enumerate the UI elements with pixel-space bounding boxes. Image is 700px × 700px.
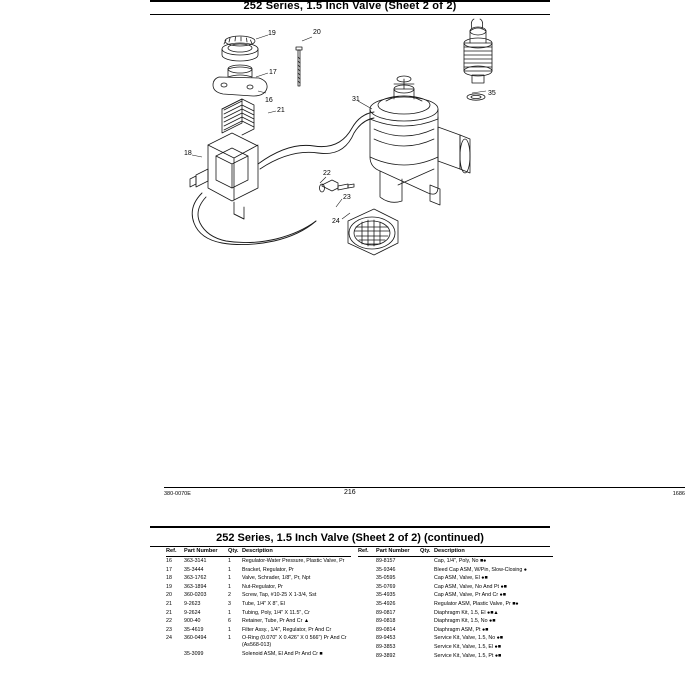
cell-part-number: 35-9346 xyxy=(376,566,396,573)
cell-ref: 24 xyxy=(166,635,172,642)
cell-description: Tube, 1/4" X 8", El xyxy=(242,601,286,608)
cell-description: Cap ASM, Valve, Pr And Cr ●■ xyxy=(434,592,506,599)
cell-qty xyxy=(420,600,434,609)
svg-text:31: 31 xyxy=(352,96,360,103)
svg-text:35: 35 xyxy=(488,90,496,97)
cell-description: Regulator-Water Pressure, Plastic Valve, Pr xyxy=(242,557,345,564)
cell-qty: 1 xyxy=(228,626,231,633)
cell-part-number: 89-0814 xyxy=(376,626,396,633)
table-row xyxy=(358,591,553,600)
column-header-part-number: Part Number xyxy=(376,548,420,556)
table-row xyxy=(358,643,553,652)
cell-ref xyxy=(358,574,376,583)
cell-part-number: 35-3099 xyxy=(184,650,204,657)
svg-text:19: 19 xyxy=(268,30,276,37)
cell-qty xyxy=(420,609,434,618)
table-row xyxy=(358,583,553,592)
cell-qty: 1 xyxy=(228,583,231,590)
table-row xyxy=(166,583,351,592)
cell-ref: 17 xyxy=(166,566,172,573)
cell-ref xyxy=(166,650,184,659)
table-row xyxy=(166,591,351,600)
table-row xyxy=(166,650,351,659)
svg-text:24: 24 xyxy=(332,218,340,225)
exploded-view-illustration xyxy=(172,17,532,289)
footer-rule xyxy=(164,487,685,488)
cell-part-number: 9-2624 xyxy=(184,609,201,616)
table-row xyxy=(358,600,553,609)
svg-text:17: 17 xyxy=(269,69,277,76)
cell-description: Service Kit, Valve, 1.5, Pt ●■ xyxy=(434,652,502,659)
cell-description: Bracket, Regulator, Pr xyxy=(242,566,294,573)
cell-part-number: 89-8157 xyxy=(376,557,396,564)
cell-description: Cap ASM, Valve, No And Pt ●■ xyxy=(434,583,507,590)
cell-ref xyxy=(358,600,376,609)
cell-description: Nut-Regulator, Pr xyxy=(242,583,283,590)
table-row xyxy=(358,617,553,626)
cell-description: Diaphragm Kit, 1.5, No ●■ xyxy=(434,618,496,625)
cell-qty: 6 xyxy=(228,618,231,625)
cell-description: Filter Assy., 1/4", Regulator, Pr And Cr xyxy=(242,626,332,633)
svg-text:22: 22 xyxy=(323,170,331,177)
cell-description: Diaphragm ASM, Pt ●■ xyxy=(434,626,489,633)
cell-ref xyxy=(358,591,376,600)
cell-description: Tubing, Poly, 1/4" X 11.5", Cr xyxy=(242,609,310,616)
table-header-row xyxy=(166,548,351,556)
cell-ref xyxy=(358,634,376,643)
cell-description: Diaphragm Kit, 1.5, El ●■▲ xyxy=(434,609,499,616)
table-row xyxy=(358,566,553,575)
cell-qty: 1 xyxy=(228,575,231,582)
cell-qty: 1 xyxy=(228,609,231,616)
table-row xyxy=(358,652,553,661)
footer-revision-code: 1686 xyxy=(672,491,685,497)
cell-ref: 22 xyxy=(166,618,172,625)
cell-qty xyxy=(420,634,434,643)
table-header-row xyxy=(358,548,553,556)
cell-part-number: 35-4926 xyxy=(376,601,396,608)
cell-part-number: 35-4619 xyxy=(184,626,204,633)
top-title-rule-below xyxy=(150,14,550,15)
cell-ref: 19 xyxy=(166,583,172,590)
svg-text:21: 21 xyxy=(277,107,285,114)
table-row xyxy=(166,609,351,618)
cell-description: Screw, Tap, #10-25 X 1-3/4, Sst xyxy=(242,592,317,599)
table-row xyxy=(166,634,351,649)
svg-text:20: 20 xyxy=(313,29,321,36)
cell-qty xyxy=(420,566,434,575)
cell-qty xyxy=(420,652,434,661)
cell-description: Service Kit, Valve, 1.5, El ●■ xyxy=(434,644,501,651)
svg-text:18: 18 xyxy=(184,150,192,157)
cell-part-number: 35-4935 xyxy=(376,592,396,599)
column-header-part-number: Part Number xyxy=(184,548,228,556)
cell-ref xyxy=(358,643,376,652)
cell-part-number: 900-40 xyxy=(184,618,201,625)
cell-ref xyxy=(358,583,376,592)
cell-description: Retainer, Tube, Pr And Cr ▲ xyxy=(242,618,310,625)
table-row xyxy=(358,556,553,565)
cell-ref xyxy=(358,617,376,626)
cell-ref xyxy=(358,626,376,635)
column-header-description: Description xyxy=(434,548,553,556)
cell-qty: 2 xyxy=(228,592,231,599)
cell-ref xyxy=(358,652,376,661)
column-header-ref: Ref. xyxy=(166,548,184,556)
cell-ref: 23 xyxy=(166,626,172,633)
parts-table-left xyxy=(166,548,351,658)
cell-part-number: 363-1762 xyxy=(184,575,207,582)
cell-qty: 3 xyxy=(228,601,231,608)
cell-part-number: 360-0203 xyxy=(184,592,207,599)
cell-description: Valve, Schrader, 1/8", Pr, Npt xyxy=(242,575,311,582)
cell-part-number: 363-1894 xyxy=(184,583,207,590)
cell-description: Bleed Cap ASM, W/Pin, Slow-Closing ● xyxy=(434,566,527,573)
cell-description: Cap ASM, Valve, El ●■ xyxy=(434,575,488,582)
svg-text:16: 16 xyxy=(265,97,273,104)
cell-qty: 1 xyxy=(228,635,231,642)
footer-page-number: 216 xyxy=(344,489,356,496)
cell-part-number: 89-3892 xyxy=(376,652,396,659)
cell-qty xyxy=(420,626,434,635)
cell-part-number: 89-3853 xyxy=(376,644,396,651)
table-row xyxy=(166,626,351,635)
footer-document-number: 380-0070E xyxy=(164,491,191,497)
cell-ref xyxy=(358,556,376,565)
table-row xyxy=(166,556,351,565)
cell-qty xyxy=(228,650,242,659)
page-title: 252 Series, 1.5 Inch Valve (Sheet 2 of 2) xyxy=(243,0,457,12)
table-row xyxy=(358,634,553,643)
cell-qty xyxy=(420,617,434,626)
cell-part-number: 360-0494 xyxy=(184,635,207,642)
cell-description: Service Kit, Valve, 1.5, No ●■ xyxy=(434,635,504,642)
cell-ref: 21 xyxy=(166,609,172,616)
cell-part-number: 89-0818 xyxy=(376,618,396,625)
cell-ref: 18 xyxy=(166,575,172,582)
table-row xyxy=(166,574,351,583)
cell-qty xyxy=(420,556,434,565)
cell-part-number: 9-2623 xyxy=(184,601,201,608)
cell-description: Regulator ASM, Plastic Valve, Pr ■● xyxy=(434,601,519,608)
parts-table-right xyxy=(358,548,553,660)
cell-ref xyxy=(358,566,376,575)
cell-part-number: 89-0817 xyxy=(376,609,396,616)
column-header-description: Description xyxy=(242,548,351,556)
cell-qty: 1 xyxy=(228,557,231,564)
column-header-qty: Qty. xyxy=(228,548,242,556)
cell-qty: 1 xyxy=(228,566,231,573)
cell-part-number: 35-3444 xyxy=(184,566,204,573)
cell-qty xyxy=(420,643,434,652)
cell-ref: 16 xyxy=(166,557,172,564)
cell-description: Cap, 1/4", Poly, No ■● xyxy=(434,557,487,564)
column-header-ref: Ref. xyxy=(358,548,376,556)
cell-qty xyxy=(420,583,434,592)
table-row xyxy=(166,617,351,626)
table-row xyxy=(166,600,351,609)
continued-page-title: 252 Series, 1.5 Inch Valve (Sheet 2 of 2) (continued) xyxy=(216,532,484,544)
table-row xyxy=(358,626,553,635)
table-row xyxy=(166,566,351,575)
svg-text:23: 23 xyxy=(343,194,351,201)
cell-part-number: 89-9453 xyxy=(376,635,396,642)
cell-part-number: 35-0769 xyxy=(376,583,396,590)
continued-title-rule-above xyxy=(150,526,550,528)
cell-ref: 20 xyxy=(166,592,172,599)
cell-description: Solenoid ASM, El And Pr And Cr ■ xyxy=(242,650,323,657)
continued-title-rule-below xyxy=(150,546,550,547)
table-row xyxy=(358,609,553,618)
cell-ref: 21 xyxy=(166,601,172,608)
cell-description: O-Ring (0.070" X 0.426" X 0 566") Pr And Cr (As568-013) xyxy=(242,635,347,649)
table-row xyxy=(358,574,553,583)
column-header-qty: Qty. xyxy=(420,548,434,556)
cell-qty xyxy=(420,574,434,583)
cell-part-number: 35-0595 xyxy=(376,575,396,582)
cell-qty xyxy=(420,591,434,600)
cell-part-number: 363-3141 xyxy=(184,557,207,564)
cell-ref xyxy=(358,609,376,618)
